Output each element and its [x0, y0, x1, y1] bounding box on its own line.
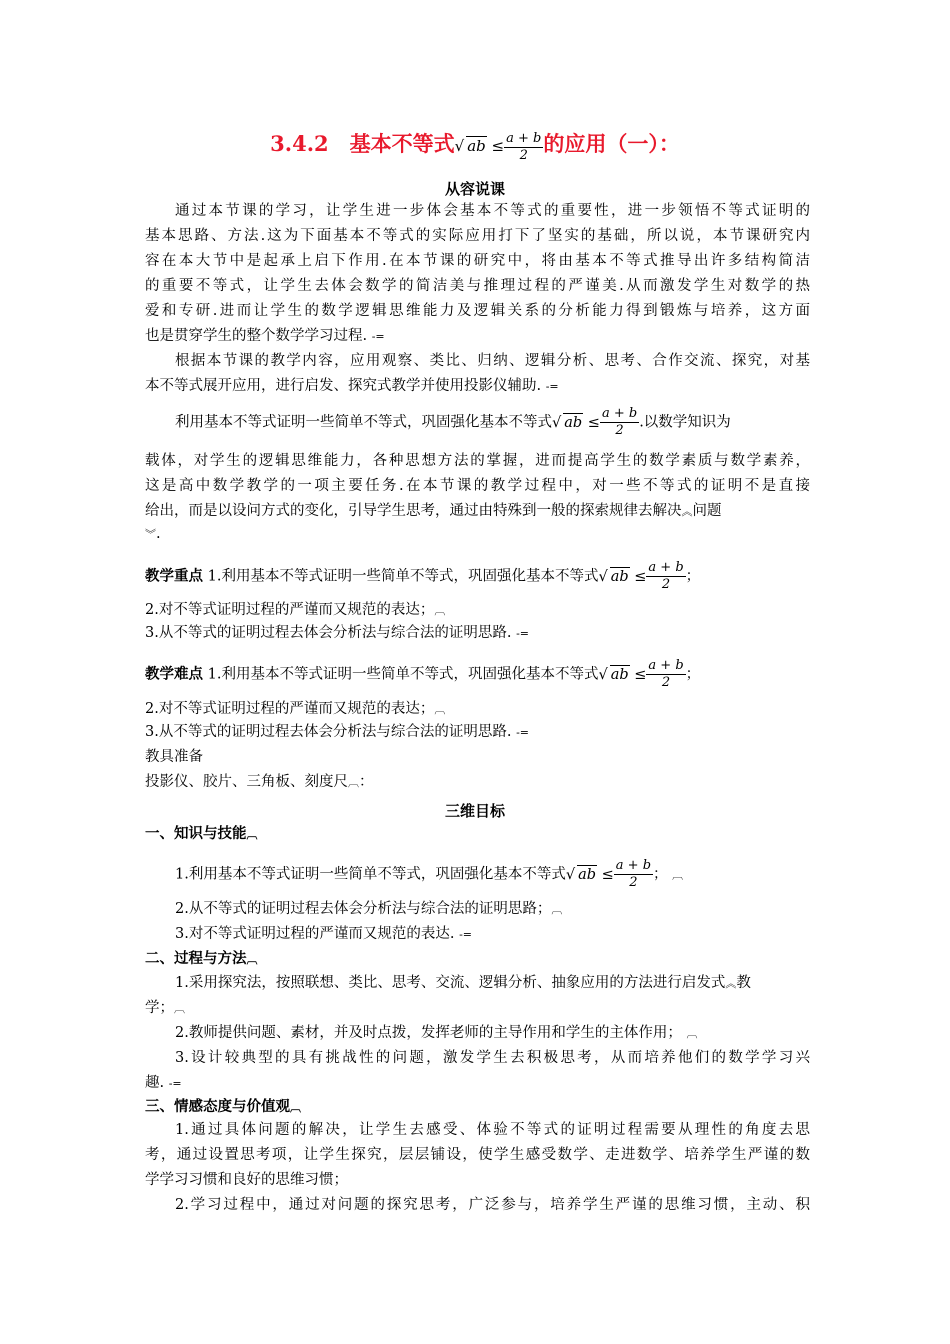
goal1-item1 — [175, 858, 810, 891]
formula-frac — [646, 658, 685, 691]
tools-text-line — [145, 773, 810, 792]
intro-line-6-text: 也是贯穿学生的整个数学学习过程. — [145, 328, 368, 344]
box-mark: ︹ — [290, 1101, 301, 1114]
formula-den: 2 — [661, 675, 671, 690]
goal1-item2-text: 2.从不等式的证明过程去体会分析法与综合法的证明思路； — [175, 901, 552, 917]
title-le: ≤ — [491, 137, 505, 155]
purpose-line-3: 这是高中数学教学的一项主要任务.在本节课的教学过程中，对一些不等式的证明不是直接 — [145, 478, 810, 494]
formula-num: a + b — [648, 658, 684, 673]
difficult-points-line-2 — [145, 700, 810, 719]
tools-text: 投影仪、胶片、三角板、刻度尺 — [145, 774, 348, 790]
title-formula: √ ab ≤ $\frac{a + b}{2}$ — [454, 130, 542, 163]
box-mark: ︹ — [348, 776, 359, 789]
box-mark: ︹ — [551, 903, 563, 916]
goal2-heading — [145, 949, 810, 969]
formula-den: 2 — [629, 875, 638, 890]
intro-line-3: 容在本大节中是起承上启下作用.在本节课的研究中，将由基本不等式推导出许多结构简洁 — [145, 253, 810, 269]
tools-heading: 教具准备 — [145, 749, 203, 765]
purpose-line-1-post: .以数学知识为 — [639, 414, 731, 431]
difficult-points-item1: 1.利用基本不等式证明一些简单不等式，巩固强化基本不等式 — [207, 666, 599, 683]
formula-frac — [646, 560, 685, 593]
formula-semicolon: ； — [653, 866, 668, 883]
goal2-item3b — [145, 1074, 810, 1093]
purpose-line-5-text: . — [156, 526, 161, 542]
formula-le: ≤ — [634, 666, 647, 683]
title-sqrt: ab — [467, 137, 486, 155]
method-line-2 — [145, 377, 810, 396]
goal3-item1b: 考，通过设置思考项，让学生探究，层层铺设，使学生感受数学、走进数学、培养学生严谨的数 — [145, 1147, 810, 1163]
down-mark: ︾ — [145, 528, 156, 541]
colon-mark: ： — [359, 774, 374, 790]
formula-sqrt: ab — [610, 666, 629, 683]
goal1-heading — [145, 824, 810, 844]
intro-line-2: 基本思路、方法.这为下面基本不等式的实际应用打下了坚实的基础，所以说，本节课研究内 — [145, 228, 810, 244]
goal2-item1a — [175, 974, 810, 993]
formula-sqrt: ab — [610, 568, 629, 585]
goal1-item1-text: 1.利用基本不等式证明一些简单不等式，巩固强化基本不等式 — [175, 866, 566, 883]
purpose-line-4-text: 给出，而是以设问方式的变化，引导学生思考，通过由特殊到一般的探索规律去解决 — [145, 503, 682, 519]
box-mark: ︹ — [672, 868, 684, 882]
formula-num: a + b — [601, 406, 638, 421]
title-num: a + b — [506, 130, 542, 146]
section-heading-goals: 三维目标 — [444, 802, 505, 820]
key-points-line-1 — [145, 560, 810, 593]
purpose-line-1 — [175, 406, 810, 439]
box-mark: ︹ — [434, 604, 446, 617]
box-mark: ︹ — [246, 953, 258, 966]
formula-le: ≤ — [601, 866, 614, 883]
difficult-points-item2: 2.对不等式证明过程的严谨而又规范的表达； — [145, 701, 435, 717]
inline-formula: √ ab ≤ $\frac{a + b}{2}$ — [565, 858, 652, 890]
formula-sqrt: ab — [578, 866, 597, 883]
intro-line-1: 通过本节课的学习，让学生进一步体会基本不等式的重要性，进一步领悟不等式证明的 — [175, 203, 810, 219]
difficult-points-line-1 — [145, 658, 810, 691]
return-mark: -= — [545, 380, 559, 393]
key-points-line-2 — [145, 601, 810, 620]
formula-den: 2 — [615, 423, 624, 438]
intro-line-6 — [145, 327, 810, 346]
goal3-item1a: 1.通过具体问题的解决，让学生去感受、体验不等式的证明过程需要从理性的角度去思 — [175, 1122, 810, 1138]
purpose-line-2: 载体，对学生的逻辑思维能力，各种思想方法的掌握，进而提高学生的数学素质与数学素养， — [145, 453, 810, 469]
formula-sqrt: ab — [564, 414, 583, 431]
box-mark: ︹ — [174, 1002, 185, 1015]
goal1-heading-text: 一、知识与技能 — [145, 825, 247, 842]
box-mark: ︹ — [246, 828, 258, 841]
box-mark: ︹ — [434, 703, 446, 716]
purpose-line-4 — [145, 502, 810, 521]
intro-line-4: 的重要不等式，让学生去体会数学的简洁美与推理过程的严谨美.从而激发学生对数学的热 — [145, 278, 810, 294]
title-den: 2 — [519, 147, 528, 163]
goal3-heading — [145, 1097, 810, 1117]
goal2-item1c-text: 学； — [145, 1000, 174, 1016]
formula-le: ≤ — [587, 414, 600, 431]
intro-line-5: 爱和专研.进而让学生的数学逻辑思维能力及逻辑关系的分析能力得到锻炼与培养，这方面 — [145, 303, 810, 319]
formula-den: 2 — [661, 577, 671, 592]
return-mark: -= — [459, 928, 472, 941]
return-mark: -= — [516, 627, 529, 640]
method-line-1: 根据本节课的教学内容，应用观察、类比、归纳、逻辑分析、思考、合作交流、探究，对基 — [175, 353, 810, 369]
formula-num: a + b — [648, 560, 684, 575]
difficult-points-item3: 3.从不等式的证明过程去体会分析法与综合法的证明思路. — [145, 724, 512, 740]
formula-num: a + b — [615, 858, 652, 873]
up-mark: ︽ — [681, 505, 693, 518]
goal3-item1c: 学学习习惯和良好的思维习惯； — [145, 1172, 348, 1188]
purpose-line-1-pre: 利用基本不等式证明一些简单不等式，巩固强化基本不等式 — [175, 414, 552, 431]
key-points-item1: 1.利用基本不等式证明一些简单不等式，巩固强化基本不等式 — [207, 568, 599, 585]
difficult-points-line-3 — [145, 723, 810, 742]
formula-frac — [614, 858, 653, 891]
formula-frac — [600, 406, 639, 439]
key-points-item3: 3.从不等式的证明过程去体会分析法与综合法的证明思路. — [145, 625, 512, 641]
goal2-item1b-text: 教 — [736, 975, 751, 991]
goal2-item1a-text: 1.采用探究法，按照联想、类比、思考、交流、逻辑分析、抽象应用的方法进行启发式 — [175, 975, 726, 991]
purpose-line-4-tail: 问题 — [692, 503, 722, 519]
goal2-item3a: 3.设计较典型的具有挑战性的问题，激发学生去积极思考，从而培养他们的数学学习兴 — [175, 1050, 810, 1066]
title-prefix: 3.4.2 基本不等式 — [270, 131, 455, 156]
title-suffix: 的应用（一）： — [543, 131, 680, 156]
goal3-heading-text: 三、情感态度与价值观 — [145, 1098, 290, 1115]
goal2-item3b-text: 趣. — [145, 1075, 165, 1091]
return-mark: -= — [168, 1077, 182, 1090]
goal1-item3 — [175, 925, 810, 944]
method-line-2-text: 本不等式展开应用，进行启发、探究式教学并使用投影仪辅助. — [145, 378, 542, 394]
key-points-item2: 2.对不等式证明过程的严谨而又规范的表达； — [145, 602, 435, 618]
formula-semicolon: ； — [685, 666, 701, 683]
page-title — [0, 128, 950, 164]
goal2-item2 — [175, 1024, 810, 1043]
formula-le: ≤ — [634, 568, 647, 585]
inline-formula: √ ab ≤ $\frac{a + b}{2}$ — [598, 658, 684, 690]
title-frac — [504, 131, 543, 164]
key-points-label: 教学重点 — [145, 567, 203, 585]
formula-semicolon: ； — [685, 568, 701, 585]
section-heading-intro: 从容说课 — [444, 180, 505, 198]
inline-formula: √ ab ≤ $\frac{a + b}{2}$ — [598, 560, 684, 592]
return-mark: -= — [371, 330, 385, 343]
inline-formula: √ ab ≤ $\frac{a + b}{2}$ — [552, 406, 638, 438]
return-mark: -= — [516, 726, 529, 739]
box-mark: ︹ — [686, 1027, 698, 1040]
key-points-line-3 — [145, 624, 810, 643]
goal2-item2-text: 2.教师提供问题、素材，并及时点拨，发挥老师的主导作用和学生的主体作用； — [175, 1025, 682, 1041]
goal1-item2 — [175, 900, 810, 919]
up-mark: ︽ — [725, 977, 737, 990]
purpose-line-5 — [145, 525, 810, 544]
goal3-item2a: 2.学习过程中，通过对问题的探究思考，广泛参与，培养学生严谨的思维习惯，主动、积 — [175, 1197, 810, 1213]
goal2-heading-text: 二、过程与方法 — [145, 950, 247, 967]
goal1-item3-text: 3.对不等式证明过程的严谨而又规范的表达. — [175, 926, 455, 942]
goal2-item1c — [145, 999, 810, 1018]
difficult-points-label: 教学难点 — [145, 665, 203, 683]
